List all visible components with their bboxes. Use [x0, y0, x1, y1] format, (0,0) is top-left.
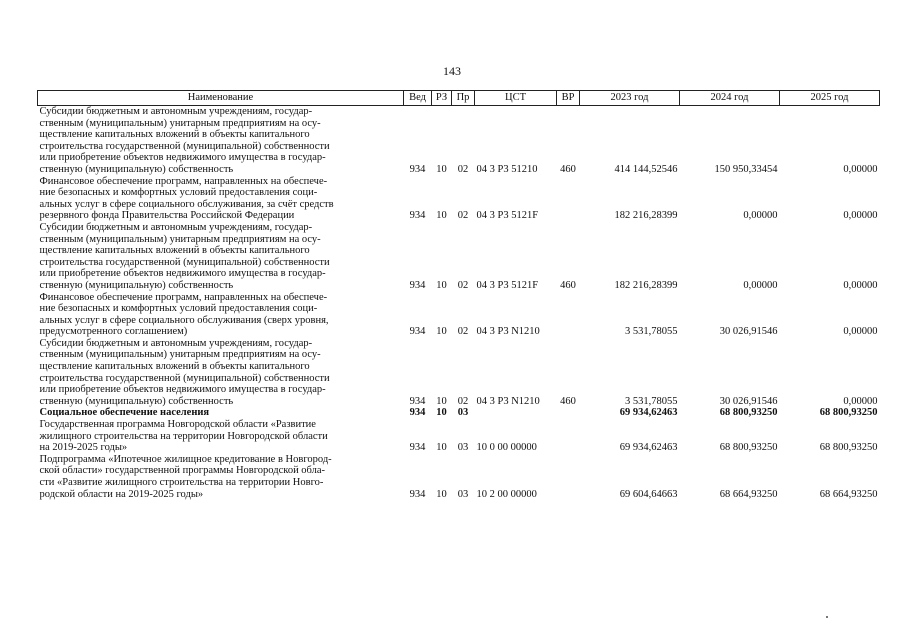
- row-name-line: строительства государственной (муниципальной) собственности: [39, 140, 330, 152]
- row-rz: 10: [436, 407, 447, 419]
- row-name-line: ственную (муниципальную) собственность: [39, 279, 234, 291]
- row-name-line: Социальное обеспечение населения: [39, 407, 210, 419]
- row-rz: 10: [436, 210, 447, 222]
- row-name: [38, 338, 404, 408]
- row-ved: 934: [409, 442, 426, 454]
- row-name-line: ственную (муниципальную) собственность: [39, 163, 234, 175]
- table-row: [38, 338, 880, 408]
- row-cst: 04 3 P3 N1210: [476, 395, 540, 407]
- row-value-2024: 68 664,93250: [719, 488, 778, 500]
- row-name-line: ственным (муниципальным) унитарным предприятиям на осу-: [39, 233, 321, 245]
- row-name-line: или приобретение объектов недвижимого имущества в государ-: [39, 384, 326, 396]
- row-vr: 460: [560, 279, 576, 291]
- row-value-2024: 68 800,93250: [719, 442, 778, 454]
- row-value-2023: 69 934,62463: [619, 442, 678, 454]
- row-name-line: ние безопасных и комфортных условий предоставления соци-: [39, 187, 318, 199]
- row-rz: 10: [436, 163, 447, 175]
- row-cst: 10 2 00 00000: [476, 488, 537, 500]
- row-name-line: Субсидии бюджетным и автономным учреждениям, государ-: [39, 337, 313, 349]
- row-name-line: Подпрограмма «Ипотечное жилищное кредитование в Новгород-: [39, 453, 332, 465]
- row-rz: 10: [436, 442, 447, 454]
- row-value-2025: 0,00000: [843, 395, 878, 407]
- row-name-line: альных услуг в сфере социального обслуживания, за счёт средств: [39, 198, 334, 210]
- row-ved: 934: [409, 279, 426, 291]
- row-cst: 04 3 P3 5121F: [476, 210, 539, 222]
- header-name: Наименование: [38, 91, 404, 106]
- row-name-line: ществление капитальных вложений в объекты капитального: [39, 361, 310, 373]
- row-value-2023: 182 216,28399: [614, 210, 678, 222]
- table-row: [38, 454, 880, 500]
- row-cst: 04 3 P3 N1210: [476, 326, 540, 338]
- row-name-line: жилищного строительства на территории Новгородской области: [39, 430, 328, 442]
- table-row: [38, 292, 880, 338]
- row-ved: 934: [409, 163, 426, 175]
- row-vr: 460: [560, 395, 576, 407]
- table-row: [38, 407, 880, 419]
- row-name-line: или приобретение объектов недвижимого имущества в государ-: [39, 268, 326, 280]
- row-ved: 934: [409, 407, 426, 419]
- row-vr: [557, 176, 580, 222]
- row-vr: [557, 419, 580, 454]
- header-2024: 2024 год: [680, 91, 780, 106]
- row-vr: 460: [560, 163, 576, 175]
- row-name-line: Государственная программа Новгородской области «Развитие: [39, 419, 316, 431]
- row-name-line: сти «Развитие жилищного строительства на территории Новго-: [39, 477, 324, 488]
- row-name-line: Финансовое обеспечение программ, направленных на обеспече-: [39, 291, 328, 303]
- header-cst: ЦСТ: [475, 91, 557, 106]
- table-row: [38, 106, 880, 176]
- row-value-2025: 0,00000: [843, 326, 878, 338]
- row-ved: 934: [409, 395, 426, 407]
- row-value-2023: 69 604,64663: [619, 488, 678, 500]
- row-name-line: ществление капитальных вложений в объекты капитального: [39, 245, 310, 257]
- row-name: [38, 222, 404, 292]
- row-name-line: Субсидии бюджетным и автономным учреждениям, государ-: [39, 106, 313, 117]
- header-rz: РЗ: [432, 91, 452, 106]
- row-cst: 04 3 P3 5121F: [476, 279, 539, 291]
- row-name-line: ние безопасных и комфортных условий предоставления соци-: [39, 303, 318, 315]
- row-name-line: ственную (муниципальную) собственность: [39, 395, 234, 407]
- row-pr: 03: [457, 442, 469, 454]
- row-ved: 934: [409, 326, 426, 338]
- row-rz: 10: [436, 395, 447, 407]
- row-value-2025: 68 800,93250: [819, 407, 878, 419]
- row-name: [38, 106, 404, 176]
- row-cst: 10 0 00 00000: [476, 442, 537, 454]
- row-pr: 02: [457, 279, 469, 291]
- row-value-2023: 3 531,78055: [625, 326, 678, 338]
- row-rz: 10: [436, 326, 447, 338]
- row-vr: [557, 407, 580, 419]
- row-vr: [557, 292, 580, 338]
- row-ved: 934: [409, 488, 426, 500]
- row-value-2024: 0,00000: [743, 279, 778, 291]
- row-name-line: ственным (муниципальным) унитарным предприятиям на осу-: [39, 117, 321, 129]
- scan-dot: [826, 616, 828, 618]
- header-pr: Пр: [452, 91, 475, 106]
- table-row: [38, 419, 880, 454]
- row-cst: [475, 407, 557, 419]
- row-pr: 02: [457, 395, 469, 407]
- row-value-2024: 0,00000: [743, 210, 778, 222]
- row-name-line: или приобретение объектов недвижимого имущества в государ-: [39, 152, 326, 164]
- row-pr: 03: [457, 407, 469, 419]
- row-value-2024: 30 026,91546: [719, 395, 778, 407]
- row-value-2025: 0,00000: [843, 163, 878, 175]
- row-name-line: строительства государственной (муниципальной) собственности: [39, 372, 330, 384]
- row-name-line: предусмотренного соглашением): [39, 326, 188, 338]
- row-ved: 934: [409, 210, 426, 222]
- row-name-line: строительства государственной (муниципальной) собственности: [39, 256, 330, 268]
- header-ved: Вед: [404, 91, 432, 106]
- row-value-2025: 68 664,93250: [819, 488, 878, 500]
- row-value-2025: 0,00000: [843, 210, 878, 222]
- row-name-line: Финансовое обеспечение программ, направленных на обеспече-: [39, 175, 328, 187]
- row-value-2023: 69 934,62463: [619, 407, 678, 419]
- row-value-2025: 0,00000: [843, 279, 878, 291]
- row-name-line: ской области» государственной программы Новгородской обла-: [39, 465, 326, 477]
- row-cst: 04 3 P3 51210: [476, 163, 538, 175]
- table-row: [38, 176, 880, 222]
- row-pr: 02: [457, 210, 469, 222]
- row-value-2025: 68 800,93250: [819, 442, 878, 454]
- row-name: [38, 292, 404, 338]
- row-rz: 10: [436, 279, 447, 291]
- row-name: [38, 454, 404, 500]
- header-2023: 2023 год: [580, 91, 680, 106]
- row-value-2023: 414 144,52546: [614, 163, 678, 175]
- row-name-line: родской области на 2019-2025 годы»: [39, 488, 204, 500]
- row-pr: 02: [457, 326, 469, 338]
- row-name: [38, 407, 404, 419]
- row-name: [38, 419, 404, 454]
- row-value-2024: 68 800,93250: [719, 407, 778, 419]
- row-value-2023: 3 531,78055: [625, 395, 678, 407]
- page-number: 143: [443, 64, 461, 78]
- row-value-2023: 182 216,28399: [614, 279, 678, 291]
- table-row: [38, 222, 880, 292]
- header-2025: 2025 год: [780, 91, 880, 106]
- row-vr: [557, 454, 580, 500]
- row-name-line: Субсидии бюджетным и автономным учреждениям, государ-: [39, 221, 313, 233]
- row-name-line: альных услуг в сфере социального обслуживания (сверх уровня,: [39, 314, 329, 326]
- table-header-row: [38, 91, 880, 106]
- row-name-line: на 2019-2025 годы»: [39, 442, 128, 454]
- header-vr: ВР: [557, 91, 580, 106]
- row-rz: 10: [436, 488, 447, 500]
- row-name-line: резервного фонда Правительства Российской Федерации: [39, 210, 295, 222]
- row-name-line: ственным (муниципальным) унитарным предприятиям на осу-: [39, 349, 321, 361]
- row-value-2024: 30 026,91546: [719, 326, 778, 338]
- row-name: [38, 176, 404, 222]
- row-name-line: ществление капитальных вложений в объекты капитального: [39, 129, 310, 141]
- row-value-2024: 150 950,33454: [714, 163, 778, 175]
- row-pr: 02: [457, 163, 469, 175]
- budget-table: [37, 90, 880, 500]
- row-pr: 03: [457, 488, 469, 500]
